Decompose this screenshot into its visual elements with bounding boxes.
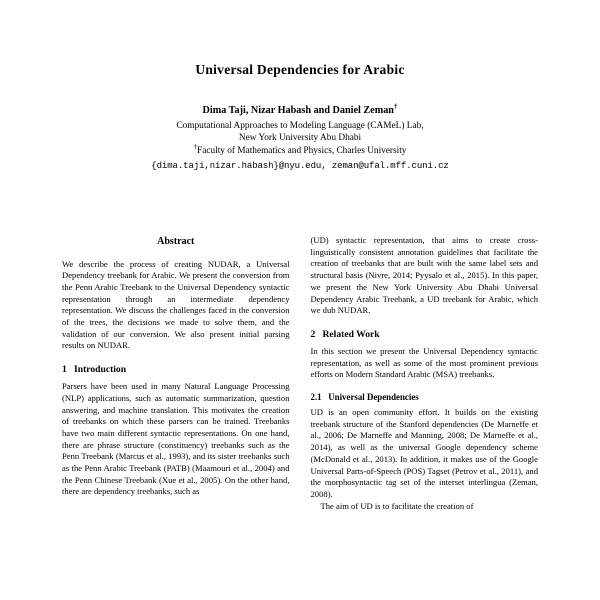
section-title-related-work: Related Work	[322, 328, 380, 340]
page-title: Universal Dependencies for Arabic	[195, 62, 405, 77]
affiliation-block	[62, 120, 538, 157]
affiliation-line-1: Computational Approaches to Modeling Language (CAMeL) Lab,	[176, 121, 424, 131]
intro-paragraph-left: Parsers have been used in many Natural Language Processing (NLP) applications, such as automatic summarization, question answering, and machine translation. This motivates the creation of treebanks on which these parsers can be trained. Treebanks have two main different syntactic representations. On one hand, there are phrase structure (constituency) treebanks such as the Penn Treebank (Marcus et al., 1993), and its sister treebanks such as the Penn Arabic Treebank (PATB) (Maamouri et al., 2004) and the Penn Chinese Treebank (Xue et al., 2005). On the other hand, there are dependency treebanks, such as	[62, 381, 290, 497]
affiliation-line-3	[62, 142, 538, 157]
two-column-body	[62, 201, 538, 512]
section-number-introduction: 1	[62, 364, 67, 376]
column-top-spacer-right	[311, 201, 539, 235]
right-column	[311, 201, 539, 512]
author-dagger-marker: †	[393, 102, 398, 111]
abstract-text: We describe the process of creating NUDAR, a Universal Dependency treebank for Arabic. We present the conversion from the Penn Arabic Treebank to the Universal Dependency syntactic representation through an intermediate dependency representation. We discuss the challenges faced in the conversion of the trees, the decisions we made to solve them, and the validation of our conversion. We also present initial parsing results on NUDAR.	[62, 258, 290, 351]
section-number-related-work: 2	[310, 328, 316, 340]
author-names: Dima Taji, Nizar Habash and Daniel Zeman	[202, 105, 394, 116]
section-heading-related-work	[311, 328, 539, 341]
intro-paragraph-right: (UD) syntactic representation, that aims to create cross-linguistically consistent annotation guidelines that facilitate the creation of treebanks that are built with the same label sets and structural basis (Nivre, 2014; Pyysalo et al., 2015). In this paper, we present the New York University Abu Dhabi Universal Dependency Arabic Treebank, a UD treebank for Arabic, which we dub NUDAR.	[310, 235, 538, 316]
affiliation-dagger-marker: †	[193, 142, 198, 151]
ud-paragraph-2: The aim of UD is to facilitate the creation of	[320, 500, 474, 511]
subsection-heading-universal-dependencies	[311, 391, 539, 403]
author-emails: {dima.taji,nizar.habash}@nyu.edu, zeman@ufal.mff.cuni.cz	[151, 161, 449, 172]
affiliation-line-2: New York University Abu Dhabi	[238, 133, 362, 144]
left-column	[62, 201, 290, 512]
related-work-paragraph: In this section we present the Universal Dependency syntactic representation, as well as some of the most prominent previous efforts on Modern Standard Arabic (MSA) treebanks.	[310, 345, 538, 380]
abstract-heading: Abstract	[157, 236, 195, 248]
subsection-title-ud: Universal Dependencies	[328, 392, 419, 402]
affiliation-line-3-text: Faculty of Mathematics and Physics, Charles University	[197, 145, 407, 156]
subsection-number-ud: 2.1	[310, 392, 322, 402]
section-title-introduction: Introduction	[74, 364, 127, 376]
ud-paragraph-1: UD is an open community effort. It builds on the existing treebank structure of the Stanford dependencies (De Marneffe et al., 2006; De Marneffe and Manning, 2008; De Marneffe et al., 2014), as well as the universal Google dependency scheme (McDonald et al., 2013). In addition, it makes use of the Google Universal Parts-of-Speech (POS) Tagset (Petrov et al., 2011), and the morphosyntactic tag set of the interset interlingua (Zeman, 2008).	[310, 407, 538, 499]
author-list	[62, 102, 538, 116]
section-heading-introduction	[62, 363, 290, 376]
column-top-spacer	[62, 201, 290, 235]
